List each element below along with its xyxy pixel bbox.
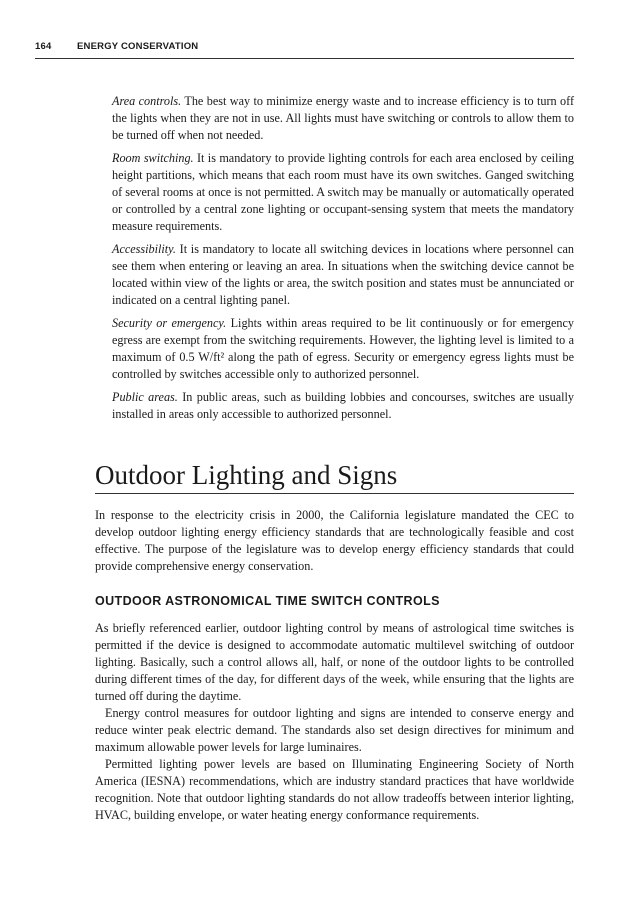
list-item-term: Room switching.	[112, 151, 194, 165]
list-item-term: Security or emergency.	[112, 316, 227, 330]
switching-requirements-list	[112, 93, 574, 429]
body-paragraph: Permitted lighting power levels are based on Illuminating Engineering Society of North America (IESNA) recommendations, which are industry standard practices that have worldwide recognition. Note that outdoor lighting standards do not allow tradeoffs between interior lighting, HVAC, building envelope, or water heating energy conformance requirements.	[95, 757, 574, 822]
list-item-text: In public areas, such as building lobbies and concourses, switches are usually installed in areas only accessible to authorized personnel.	[112, 390, 574, 421]
list-item-text: Lights within areas required to be lit continuously or for emergency egress are exempt from the switching requirements. However, the lighting level is limited to a maximum of 0.5 W/ft² along the path of egress. Security or emergency egress lights must be controlled by switches accessible only to authorized personnel.	[112, 316, 575, 381]
running-head-title: ENERGY CONSERVATION	[77, 41, 199, 52]
section-intro-paragraph: In response to the electricity crisis in 2000, the California legislature mandated the CEC to develop outdoor lighting energy efficiency standards that are technologically feasible and cost effective. The purpose of the legislature was to develop energy efficiency standards that could provide comprehensive energy conservation.	[95, 508, 574, 573]
list-item-term: Public areas.	[112, 390, 178, 404]
list-item-text: It is mandatory to locate all switching devices in locations where personnel can see them when entering or leaving an area. In situations when the switching device cannot be located within view of the lights or area, the switch position and states must be annunciated or indicated on a central lighting panel.	[112, 242, 574, 307]
header-rule	[35, 58, 574, 59]
list-item-accessibility	[112, 241, 574, 309]
list-item-security-emergency	[112, 315, 574, 383]
body-paragraph: As briefly referenced earlier, outdoor lighting control by means of astrological time switches is permitted if the device is designed to accommodate automatic multilevel switching of outdoor lighting. Basically, such a control allows all, half, or none of the outdoor lights to be controlled during different times of the day, for different days of the week, while ensuring that the lights are turned off during the daytime.	[95, 621, 574, 703]
list-item-text: The best way to minimize energy waste and to increase efficiency is to turn off the lights when they are not in use. All lights must have switching or controls to allow them to be turned off when not needed.	[112, 94, 574, 142]
subsection-body	[95, 620, 574, 824]
list-item-text: It is mandatory to provide lighting controls for each area enclosed by ceiling height partitions, which means that each room must have its own switches. Ganged switching of several rooms at once is not permitted. A switch may be manually or automatically operated or controlled by a central zone lighting or occupant-sensing system that meets the mandatory measure requirements.	[112, 151, 574, 233]
section-heading: Outdoor Lighting and Signs	[95, 459, 574, 494]
running-head	[35, 41, 574, 52]
subsection-heading: OUTDOOR ASTRONOMICAL TIME SWITCH CONTROLS	[95, 594, 440, 608]
list-item-room-switching	[112, 150, 574, 235]
page-number: 164	[35, 41, 52, 52]
body-paragraph: Energy control measures for outdoor lighting and signs are intended to conserve energy and reduce winter peak electric demand. The standards also set design directives for minimum and maximum allowable power levels for large luminaires.	[95, 706, 574, 754]
list-item-public-areas	[112, 389, 574, 423]
list-item-term: Area controls.	[112, 94, 182, 108]
list-item-term: Accessibility.	[112, 242, 176, 256]
list-item-area-controls	[112, 93, 574, 144]
